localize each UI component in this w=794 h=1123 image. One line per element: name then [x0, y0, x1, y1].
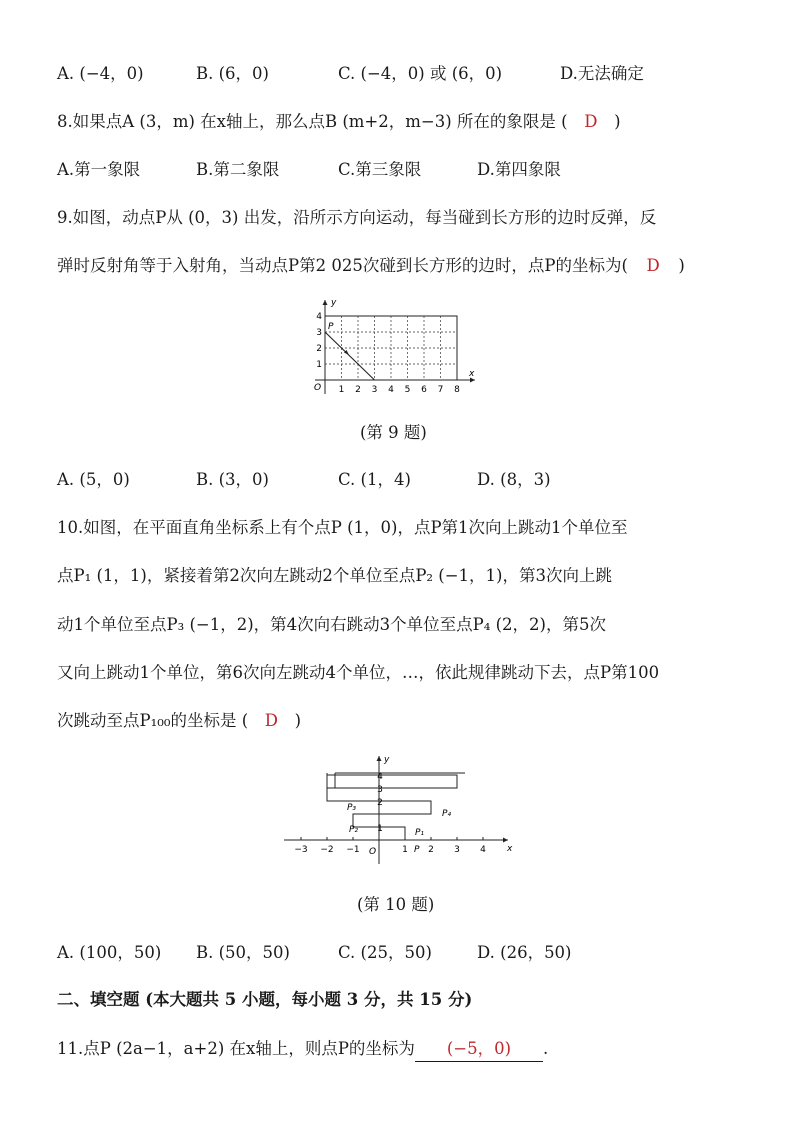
q9-answer: D	[646, 256, 660, 275]
q7-option-c: C. (−4，0) 或 (6，0)	[338, 64, 503, 83]
q8-option-a: A.第一象限	[57, 160, 141, 179]
q9-close: )	[678, 256, 685, 275]
q9-line1: 9.如图，动点P从 (0，3) 出发，沿所示方向运动，每当碰到长方形的边时反弹，反	[57, 208, 657, 227]
q9-x-tick: 2	[355, 385, 361, 395]
q9-line2: 弹时反射角等于入射角，当动点P第2 025次碰到长方形的边时，点P的坐标为(	[57, 256, 628, 275]
q9-x-tick: 1	[338, 385, 345, 395]
q9-option-a: A. (5，0)	[57, 470, 130, 489]
q10-x-ticks	[294, 845, 486, 855]
q9-x-tick: 3	[371, 385, 378, 395]
q9-y-tick: 1	[316, 360, 322, 370]
q10-answer: D	[264, 711, 278, 730]
q9-option-b: B. (3，0)	[196, 470, 269, 489]
q11-end: .	[542, 1039, 549, 1058]
q10-option-b: B. (50，50)	[196, 943, 290, 962]
q10-y-label: y	[384, 755, 390, 765]
q9-grid	[325, 316, 457, 380]
q10-x-tick: −1	[346, 845, 360, 855]
q10-option-d: D. (26，50)	[477, 943, 572, 962]
q10-x-tick: 1	[402, 845, 408, 855]
q10-x-tick: 3	[454, 845, 460, 855]
q10-label-p2: P₂	[349, 825, 359, 835]
q10-label-p: P	[414, 845, 420, 855]
q9-y-tick: 4	[316, 312, 322, 322]
q10-line2: 点P₁ (1，1)，紧接着第2次向左跳动2个单位至点P₂ (−1，1)，第3次向上跳	[57, 566, 612, 585]
q10-y-tick: 4	[377, 772, 383, 782]
section-title: 二、填空题 (本大题共 5 小题，每小题 3 分，共 15 分)	[57, 990, 473, 1009]
q9-x-tick: 8	[454, 385, 460, 395]
q10-option-a: A. (100，50)	[57, 943, 162, 962]
q7-option-a: A. (−4，0)	[57, 64, 144, 83]
q7-option-d: D.无法确定	[560, 64, 644, 83]
q10-x-tick: 4	[480, 845, 486, 855]
q9-x-tick: 5	[404, 385, 411, 395]
q10-x-tick: −3	[294, 845, 308, 855]
q9-x-label: x	[469, 369, 475, 379]
q9-y-tick: 3	[316, 328, 322, 338]
q8-option-d: D.第四象限	[477, 160, 561, 179]
q10-x-tick: 2	[428, 845, 434, 855]
q11-question	[57, 1037, 548, 1062]
q9-x-tick: 4	[388, 385, 394, 395]
q9-x-ticks	[339, 385, 461, 395]
q9-y-label: y	[331, 298, 337, 308]
q10-figure	[280, 752, 516, 868]
q10-y-tick: 2	[377, 798, 383, 808]
q10-line4: 又向上跳动1个单位，第6次向左跳动4个单位，…，依此规律跳动下去，点P第100	[57, 663, 660, 682]
q8-option-b: B.第二象限	[196, 160, 280, 179]
q11-text: 11.点P (2a−1，a+2) 在x轴上，则点P的坐标为	[57, 1039, 415, 1058]
q10-line1: 10.如图，在平面直角坐标系上有个点P (1，0)，点P第1次向上跳动1个单位至	[57, 518, 628, 537]
q10-y-tick: 3	[377, 785, 383, 795]
q10-caption: (第 10 题)	[357, 895, 435, 914]
q8-option-c: C.第三象限	[338, 160, 422, 179]
q11-answer-blank: (−5，0)	[415, 1037, 543, 1062]
q10-label-p1: P₁	[415, 828, 425, 838]
q9-line2-wrap	[57, 254, 685, 278]
q9-y-tick: 2	[316, 344, 322, 354]
q9-option-c: C. (1，4)	[338, 470, 411, 489]
q9-point-label: P	[328, 322, 334, 332]
q8-answer: D	[584, 112, 598, 131]
q10-label-p4: P₄	[442, 809, 452, 819]
q7-option-b: B. (6，0)	[196, 64, 269, 83]
q10-line3: 动1个单位至点P₃ (−1，2)，第4次向右跳动3个单位至点P₄ (2，2)，第5次	[57, 615, 606, 634]
q10-x-tick: −2	[320, 845, 334, 855]
q9-y-ticks	[316, 312, 322, 370]
q10-line5-wrap	[57, 709, 301, 733]
q10-x-arrow-icon	[503, 838, 508, 843]
q9-path	[325, 332, 375, 380]
q10-y-arrow-icon	[377, 756, 382, 761]
q9-origin-label: O	[314, 383, 322, 393]
q9-option-d: D. (8，3)	[477, 470, 551, 489]
q10-line5: 次跳动至点P₁₀₀的坐标是 (	[57, 711, 249, 730]
q9-caption: (第 9 题)	[360, 423, 427, 442]
q8-text: 8.如果点A (3，m) 在x轴上，那么点B (m+2，m−3) 所在的象限是 (	[57, 112, 568, 131]
q9-y-arrow-icon	[323, 300, 328, 305]
q10-origin-label: O	[369, 847, 377, 857]
q9-figure	[305, 296, 485, 400]
q8-question	[57, 110, 621, 134]
q9-x-tick: 6	[421, 385, 427, 395]
q10-option-c: C. (25，50)	[338, 943, 432, 962]
q10-label-p3: P₃	[347, 803, 357, 813]
q10-y-ticks	[377, 772, 383, 834]
q10-point-labels	[347, 803, 451, 855]
q8-close: )	[614, 112, 621, 131]
q10-close: )	[294, 711, 302, 730]
q10-x-label: x	[507, 844, 513, 854]
q10-y-tick: 1	[377, 824, 383, 834]
q9-x-tick: 7	[437, 385, 444, 395]
